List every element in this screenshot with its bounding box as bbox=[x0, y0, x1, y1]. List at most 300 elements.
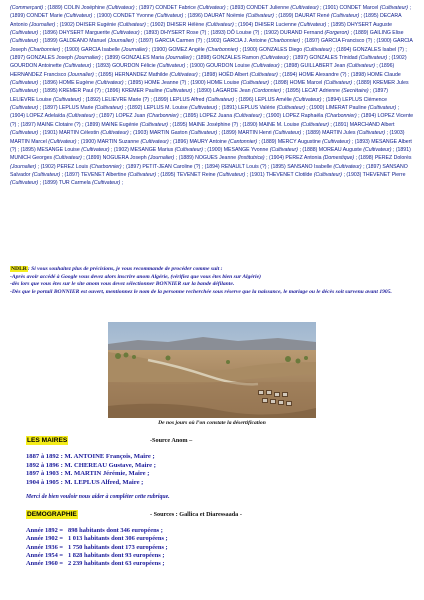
roster-entry-profession: (Cultivateur) bbox=[111, 30, 140, 37]
roster-entry-name: (1893) DÔ Louise (?) bbox=[210, 30, 260, 37]
roster-entry-name: (1896) HERNANDEZ Francisco bbox=[10, 63, 395, 78]
roster-entry-profession: (Cultivateur) bbox=[205, 21, 234, 28]
roster-entry-profession: (Cultivateur) bbox=[64, 13, 93, 20]
roster-entry: (1901) MARTIN Célestin (Cultivateur) ; bbox=[42, 130, 134, 137]
roster-entry-profession: (Cultivateur) bbox=[251, 63, 280, 70]
demography-source: - Sources : Gallica et Diaressaada - bbox=[150, 511, 242, 518]
roster-entry: (1902) DHISER Eugénie (Cultivateur) ; bbox=[59, 21, 151, 28]
roster-entry: (1897) GARCIA Francisco (?) ; bbox=[304, 38, 377, 45]
demography-count: 1 750 habitants dont 173 européens ; bbox=[68, 543, 168, 551]
roster-entry-name: (1895) MAINE Joséphine (?) bbox=[172, 121, 239, 128]
roster-entry-profession: (Journalier) bbox=[121, 46, 148, 53]
demography-list bbox=[26, 527, 168, 568]
roster-entry-name: (1899) CONDET Marie bbox=[10, 13, 63, 20]
roster-entry-profession: (Charbonnier) bbox=[146, 113, 179, 120]
roster-entry: (1900) MARTIN Suzanne (Cultivateur) ; bbox=[80, 138, 174, 145]
landscape-photo bbox=[108, 322, 316, 418]
roster-entry-profession: (Cultivateur) bbox=[205, 96, 235, 103]
photo-caption: De nos jours où l’on constate la désertification bbox=[158, 420, 266, 426]
roster-entry-profession: (Cultivateur) bbox=[95, 80, 124, 87]
roster-entry-profession: (Cultivateur) bbox=[10, 38, 39, 45]
roster-entry: (1889) KREMER Jules (Cultivateur) ; bbox=[10, 80, 409, 95]
mayors-source: -Source Anom – bbox=[150, 437, 193, 444]
roster-entry-name: (1889) GAILING Elise bbox=[353, 30, 404, 37]
roster-entry-profession: (Cultivateur) bbox=[10, 105, 39, 112]
roster-entry: (1889) GAILING Elise (Cultivateur) ; bbox=[10, 30, 404, 45]
roster-entry-profession: (Journalier) bbox=[107, 38, 135, 45]
roster-entry: (1895) LOPEZ Juana (Cultivateur) ; bbox=[183, 113, 267, 120]
roster-entry: (1891) LEPLUS Valérie (Cultivateur) ; bbox=[221, 105, 310, 112]
demography-row bbox=[26, 552, 168, 560]
roster-entry: (1900) LOPEZ Raphaëla (Charbonnier) ; bbox=[266, 113, 362, 120]
roster-entry-name: (1895) HOME Jeanne (?) bbox=[127, 80, 187, 87]
demography-year: Année 1902 = bbox=[26, 535, 64, 543]
roster-entry: (1895) DECARA Antonio (Journalier) ; bbox=[10, 13, 402, 28]
ndlr-badge: NDLR bbox=[11, 266, 27, 272]
roster-entry: (1899) DAURAT René (Cultivateur) ; bbox=[278, 13, 364, 20]
roster-entry-profession: (Charbonnier) bbox=[206, 46, 239, 53]
roster-entry-profession: (Cultivateur) bbox=[240, 80, 269, 87]
roster-entry-name: (1900) GARCIA Joseph bbox=[10, 38, 413, 53]
roster-entry-profession: (Cultivateur) bbox=[298, 21, 327, 28]
roster-entry-name: (1893) DHYSERT Rose (?) bbox=[143, 30, 207, 37]
roster-entry-profession: (Cultivateur) bbox=[233, 113, 262, 120]
roster-entry-profession: (Cultivateur) bbox=[249, 71, 278, 78]
roster-entry: (1899) GALDEANO Manuel (Journalier) ; bbox=[42, 38, 139, 45]
roster-entry: (1900) GARCIA Isabelle (Journalier) ; bbox=[64, 46, 152, 53]
roster-entry-name: (1888) MOREAU Auguste bbox=[302, 146, 362, 153]
roster-entry: (1888) MOREAU Auguste (Cultivateur) ; bbox=[302, 146, 396, 153]
roster-entry: (1894) RENAULT Louis (?) ; bbox=[204, 163, 271, 170]
note-line-2: -Après avoir accédé à Google vous devez alors inscrire anom Algérie, (vérifiez que vous êtes bien sur Algérie) bbox=[10, 273, 261, 280]
roster-entry-name: (1900) MESANGE Yvonne bbox=[207, 146, 269, 153]
mayors-section-header bbox=[10, 436, 414, 446]
roster-entry-profession: (Cultivateur) bbox=[48, 138, 77, 145]
roster-entry-profession: (Cultivateur) bbox=[31, 171, 61, 178]
mayors-thanks: Merci de bien vouloir nous aider à compléter cette rubrique. bbox=[26, 494, 170, 500]
roster-entry-profession: (Cultivateur) bbox=[10, 80, 39, 87]
roster-entry-profession: (Cultivateur) bbox=[117, 21, 146, 28]
roster-entry: (1897) MAINE Clotaire (?) ; bbox=[20, 121, 85, 128]
roster-entry-profession: (Cultivateur) bbox=[273, 130, 302, 137]
roster-entry-name: (1897) SANSANO Salvador bbox=[10, 163, 408, 178]
roster-entry-name: (1889) MARTIN Jules bbox=[305, 130, 356, 137]
roster-entry-profession: (Cultivateur) bbox=[92, 180, 121, 187]
roster-entry: (1902) MESANGE Marius (Cultivateur) ; bbox=[113, 146, 208, 153]
roster-entry: (1901) THEVENET Clotilde (Cultivateur) ; bbox=[249, 171, 347, 178]
roster-entry: (1894) HOME Alexandre (?) ; bbox=[282, 71, 351, 78]
roster-entry-name: (1899) GALDEANO Manuel bbox=[42, 38, 107, 45]
roster-entry-profession: (Secrétaire) bbox=[341, 88, 369, 95]
roster-entry-profession: (Cultivateur) bbox=[323, 80, 353, 87]
roster-entry: (1899) LEPLUS Alfred (Cultivateur) ; bbox=[153, 96, 239, 103]
roster-entry-profession: (Forgeron) bbox=[324, 30, 350, 37]
demography-count: 2 239 habitants dont 63 européens ; bbox=[68, 560, 165, 568]
roster-entry: (1902) DURAND Fernand (Forgeron) ; bbox=[263, 30, 354, 37]
roster-entry-name: (1891) LEPLUS Valérie bbox=[221, 105, 276, 112]
roster-entry-name: (1896) LEPLUS Amélie bbox=[238, 96, 292, 103]
roster-entry-profession: (Journalier) bbox=[74, 55, 101, 62]
roster-entry-profession: (Cultivateur) bbox=[157, 63, 186, 70]
roster-entry-name: (1900) HOME Louise bbox=[190, 80, 240, 87]
roster-entry: (1900) GOMEZ Angèle (Charbonnier) ; bbox=[151, 46, 243, 53]
roster-entry-name: (1904) DHISER Lucienne bbox=[238, 21, 297, 28]
roster-entry-name: (1894) HOME Alexandre (?) bbox=[282, 71, 347, 78]
roster-entry-name: (1897) PETIT-JEAN Caroline (?) bbox=[125, 163, 201, 170]
roster-entry: (1899) GONZALES Maria (Journalier) ; bbox=[104, 55, 196, 62]
roster-entry: (1895) MAINE Joséphine (?) ; bbox=[172, 121, 243, 128]
roster-entry-name: (1900) GONZALES Diego bbox=[242, 46, 303, 53]
roster-entry: (1898) GUILLABERT Jean (Cultivateur) ; bbox=[283, 63, 380, 70]
roster-entry-name: (1899) GONZALES Maria bbox=[104, 55, 164, 62]
roster-entry: (1904) DHISER Lucienne (Cultivateur) ; bbox=[238, 21, 331, 28]
roster-entry-profession: (Cultivateur) bbox=[276, 105, 305, 112]
roster-entry-name: (1896) DAURAT Noëmie bbox=[187, 13, 245, 20]
roster-entry: (1900) CONDET Yvonne (Cultivateur) ; bbox=[96, 13, 188, 20]
roster-entry: (1898) PEREZ Dolorès (Journalier) ; bbox=[10, 155, 412, 170]
roster-entry-name: (1902) MESANGE Marius bbox=[113, 146, 174, 153]
roster-entry: (1904) LOPEZ Adelaïda (Cultivateur) ; bbox=[10, 113, 100, 120]
demography-count: 1 828 habitants dont 93 européens ; bbox=[68, 551, 165, 559]
roster-entry: (1899) MARTIN Henri (Cultivateur) ; bbox=[221, 130, 306, 137]
roster-entry-name: (1895) KREMER Paul (?) bbox=[42, 88, 101, 95]
roster-entry-name: (1897) TEVENET Albertine bbox=[64, 171, 127, 178]
roster-entry: (1900) MESANGE Yvonne (Cultivateur) ; bbox=[207, 146, 303, 153]
mayor-entry: 1892 à 1896 : M. CHEREAU Gustave, Maire ; bbox=[26, 461, 156, 469]
roster-entry: (1895) MESANGE Louise (Cultivateur) ; bbox=[20, 146, 114, 153]
roster-entry-name: (1892) LELIEVRE Marie (?) bbox=[85, 96, 150, 103]
roster-entry-profession: (Cultivateur) bbox=[10, 180, 39, 187]
roster-entry-name: (1900) GOMEZ Angèle bbox=[151, 46, 205, 53]
roster-entry-name: (1902) GARCIA J. Antoine bbox=[206, 38, 267, 45]
roster-entry-profession: (Cultivateur) bbox=[63, 63, 92, 70]
roster-entry-profession: (Cultivateur) bbox=[269, 146, 299, 153]
roster-entry-profession: (Cultivateur) bbox=[66, 113, 95, 120]
roster-entry: (1899) MAINE Eugénie (Cultivateur) ; bbox=[84, 121, 173, 128]
demography-year: Année 1936 = bbox=[26, 543, 64, 551]
roster-entry: (1898) HOËD Albert (Cultivateur) ; bbox=[202, 71, 283, 78]
roster-entry-name: (1895) HERNANDEZ Mathilde bbox=[98, 71, 168, 78]
roster-entry-profession: (Cultivateur) bbox=[356, 130, 386, 137]
roster-entry: (1898) HOME Marcel (Cultivateur) ; bbox=[273, 80, 357, 87]
roster-entry-profession: (Institutrice) bbox=[237, 155, 265, 162]
roster-entry: (1897) GONZALES Trinidad (Cultivateur) ; bbox=[292, 55, 392, 62]
roster-entry-name: (1895) MESANGE Louise bbox=[20, 146, 80, 153]
demography-year: Année 1892 = bbox=[26, 527, 64, 534]
roster-entry-name: (1900) GOURDON Louise bbox=[189, 63, 250, 70]
roster-entry: (1902) PEREZ Louis (Charbonnier) ; bbox=[40, 163, 126, 170]
roster-entry-name: (1891) MUNICH Georges bbox=[10, 146, 411, 162]
roster-entry-profession: (Cultivateur) bbox=[358, 55, 388, 62]
demography-heading: DEMOGRAPHIE bbox=[27, 511, 77, 518]
roster-entry-profession: (Cultivateur) bbox=[164, 88, 193, 95]
demography-row bbox=[26, 544, 168, 552]
roster-entry-profession: (Cultivateur) bbox=[290, 5, 319, 11]
demography-row bbox=[26, 560, 168, 568]
roster-entry-profession: (Charbonnier) bbox=[28, 46, 61, 53]
roster-entry-profession: (Cultivateur) bbox=[245, 13, 274, 20]
roster-entry: (1897) LEPLUS Marie (Cultivateur) ; bbox=[42, 105, 128, 112]
roster-entry-name: (1903) MARTIN Gaston bbox=[133, 130, 188, 137]
roster-entry: (1896) HOME Eugène (Cultivateur) ; bbox=[42, 80, 128, 87]
roster-entry: (1900) HOME Louise (Cultivateur) ; bbox=[190, 80, 274, 87]
roster-entry: (1895) HOME Jeanne (?) ; bbox=[127, 80, 191, 87]
roster-entry: (1902) GOURDON Antoinette (Cultivateur) ; bbox=[10, 55, 407, 70]
roster-entry-name: (1900) MARTIN Suzanne bbox=[80, 138, 139, 145]
roster-entry-profession: (Cultivateur) bbox=[217, 171, 246, 178]
roster-entry: (1898) HOME Claude (Cultivateur) ; bbox=[10, 71, 401, 87]
roster-entry: (1902) DHISER Hélène (Cultivateur) ; bbox=[150, 21, 239, 28]
roster-entry: (1903) THEVENET Pierre (Cultivateur) ; bbox=[10, 171, 406, 187]
mayors-list bbox=[26, 453, 156, 487]
roster-entry: (1897) SANSANO Salvador (Cultivateur) ; bbox=[10, 163, 408, 178]
roster-entry: (1893) CONDET Julienne (Cultivateur) ; bbox=[229, 5, 324, 11]
roster-entry: (1890) MAINE M. Louise (Cultivateur) ; bbox=[242, 121, 334, 128]
roster-entry-name: (1900) GARCIA Isabelle bbox=[64, 46, 120, 53]
roster-entry-name: (1900) LOPEZ Raphaëla bbox=[266, 113, 324, 120]
roster-entry-profession: (Cultivateur) bbox=[127, 171, 157, 178]
demography-row bbox=[26, 527, 168, 535]
roster-entry-name: (1897) MAINE Clotaire (?) bbox=[20, 121, 81, 128]
roster-entry: (1896) KREMER Pauline (Cultivateur) ; bbox=[105, 88, 197, 95]
roster-entry-name: (1895) DHYSERT Auguste bbox=[330, 21, 392, 28]
roster-entry-profession: (Cultivateur) bbox=[322, 138, 351, 145]
roster-entry-name: (1894) LEPLUS Clémence bbox=[325, 96, 387, 103]
roster-entry-name: (1894) RENAULT Louis (?) bbox=[204, 163, 267, 170]
roster-entry-name: (1895) LECAT Adrienne bbox=[285, 88, 341, 95]
roster-entry-name: (1902) DHISER Hélène bbox=[150, 21, 205, 28]
roster-entry-profession: (Cultivateur) bbox=[379, 5, 408, 11]
roster-entry-name: (1891) MARCHAND Albert bbox=[333, 121, 395, 128]
roster-entry: (1895) DHYSERT Auguste (Cultivateur) ; bbox=[10, 21, 392, 37]
roster-entry-name: (1902) PEREZ Louis bbox=[40, 163, 89, 170]
roster-entry: (1895) TEVENET Reine (Cultivateur) ; bbox=[160, 171, 250, 178]
roster-entry: (1891) MUNICH Georges (Cultivateur) ; bbox=[10, 146, 411, 162]
roster-entry-name: (1896) HOME Eugène bbox=[42, 80, 94, 87]
roster-entry-profession: (Journalier) bbox=[10, 163, 37, 170]
roster-entry-name: (1899) NOGUERA Joseph bbox=[86, 155, 147, 162]
roster-entry: (1896) MAURY Antoine (Cantonnier) ; bbox=[173, 138, 262, 145]
roster-entry: (1893) DHYSERT Rose (?) ; bbox=[143, 30, 211, 37]
roster-entry-profession: (Cultivateur) bbox=[94, 105, 124, 112]
roster-entry-name: (1894) GONZALES Isabel (?) bbox=[336, 46, 404, 53]
roster-entry-name: (1896) DHYSERT Marguerite bbox=[42, 30, 110, 37]
roster-entry-name: (1897) LEPLUS Marie bbox=[42, 105, 94, 112]
editor-note bbox=[10, 266, 414, 296]
roster-entry-profession: (Cultivateur) bbox=[155, 13, 184, 20]
roster-entry-profession: (Domestique) bbox=[322, 155, 355, 162]
roster-entry-name: (1889) COLIN Joséphine bbox=[47, 5, 105, 11]
roster-entry: (1901) CONDET Marcel (Cultivateur) ; bbox=[323, 5, 411, 11]
roster-entry-name: (1904) PEREZ Antonia bbox=[269, 155, 322, 162]
note-line-3: -dès lors que vous êtes sur le site anom vous devez sélectionner BONNIER sur la bande défilante. bbox=[10, 281, 235, 288]
roster-entry-name: (1895) LOPEZ Juana bbox=[183, 113, 233, 120]
roster-entry-profession: (Commerçant) bbox=[10, 5, 44, 11]
roster-entry: (1896) DAURAT Noëmie (Cultivateur) ; bbox=[187, 13, 279, 20]
roster-entry-name: (1897) GARCIA Francisco (?) bbox=[304, 38, 373, 45]
note-line-1: : Si vous souhaitez plus de précisions, je vous recommande de procéder comme suit : bbox=[27, 266, 223, 272]
roster-entry: (1889) COLIN Joséphine (Cultivateur) ; bbox=[47, 5, 139, 11]
roster-entry-name: (1897) GONZALES Joseph bbox=[10, 55, 73, 62]
roster-entry: (1904) PEREZ Antonia (Domestique) ; bbox=[269, 155, 359, 162]
roster-entry: (1897) LELIEVRE Louise (Cultivateur) ; bbox=[10, 88, 388, 103]
roster-entry-profession: (Cultivateur) bbox=[174, 146, 203, 153]
roster-entry-name: (1902) DHISER Eugénie bbox=[59, 21, 117, 28]
roster-entry-name: (1898) HOME Marcel bbox=[273, 80, 323, 87]
roster-entry: (1893) MESANGE Albert (?) ; bbox=[10, 138, 412, 153]
demography-year: Année 1960 = bbox=[26, 560, 64, 568]
roster-entry-profession: (Cultivateur) bbox=[330, 13, 360, 20]
roster-entry: (1889) NOGUES Jeanne (Institutrice) ; bbox=[178, 155, 269, 162]
roster-entry-name: (1896) MAURY Antoine bbox=[173, 138, 227, 145]
mayor-entry: 1897 à 1903 : M. MARTIN Jérémie, Maire ; bbox=[26, 470, 150, 478]
roster-entry-name: (1898) GUILLABERT Jean bbox=[283, 63, 346, 70]
roster-entry-name: (1899) MARTIN Henri bbox=[221, 130, 272, 137]
roster-entry: (1900) GARCIA Joseph (Charbonnier) ; bbox=[10, 38, 413, 53]
roster-entry-name: (1898) HOME Claude bbox=[350, 71, 401, 78]
roster-entry: (1897) GONZALES Joseph (Journalier) ; bbox=[10, 55, 105, 62]
roster-entry-name: (1897) GARCIA Carmen (?) bbox=[138, 38, 203, 45]
roster-entry: (Commerçant) ; bbox=[10, 5, 48, 11]
roster-entry-profession: (Cultivateur) bbox=[367, 105, 397, 112]
roster-entry-profession: (Charbonnier) bbox=[268, 38, 301, 45]
roster-entry-name: (1890) MAINE M. Louise bbox=[242, 121, 300, 128]
roster-entry-profession: (Cultivateur) bbox=[106, 5, 135, 11]
roster-entry-profession: (Cultivateur) bbox=[303, 46, 332, 53]
roster-entry-name: (1889) KREMER Jules bbox=[356, 80, 409, 87]
roster-entry: (1903) MARTIN Marcel (Cultivateur) ; bbox=[10, 130, 405, 145]
roster-entry-name: (1897) LOPEZ Juan bbox=[99, 113, 146, 120]
roster-entry-name: (1901) CONDET Marcel bbox=[323, 5, 379, 11]
roster-entry: (1891) MARCHAND Albert (Cultivateur) ; bbox=[10, 121, 395, 137]
demography-count: 898 habitants dont 346 européens ; bbox=[68, 527, 163, 534]
roster-entry-name: (1893) CONDET Julienne bbox=[229, 5, 289, 11]
roster-entry: (1894) LOPEZ Vicente (?) ; bbox=[10, 113, 414, 128]
roster-entry-name: (1889) NOGUES Jeanne bbox=[178, 155, 237, 162]
demography-row bbox=[26, 535, 168, 543]
roster-entry-name: (1898) PEREZ Dolorès bbox=[358, 155, 412, 162]
roster-entry-name: (1889) MERCY Augustine bbox=[261, 138, 321, 145]
roster-entry-profession: (Cultivateur) bbox=[346, 63, 375, 70]
roster-entry-profession: (Journalier) bbox=[67, 71, 94, 78]
roster-entry: (1889) MERCY Augustine (Cultivateur) ; bbox=[261, 138, 355, 145]
roster-entry-name: (1893) MESANGE Albert (?) bbox=[10, 138, 412, 153]
roster-entry: (1892) LELIEVRE Marie (?) ; bbox=[85, 96, 154, 103]
roster-entry-name: (1897) LELIEVRE Louise bbox=[10, 88, 388, 103]
roster-entry: (1897) LOPEZ Juan (Charbonnier) ; bbox=[99, 113, 184, 120]
roster-entry: (1895) HERNANDEZ Mathilde (Cultivateur) ; bbox=[98, 71, 203, 78]
roster-entry-name: (1904) LOPEZ Adelaïda bbox=[10, 113, 66, 120]
roster-entry-name: (1901) MARTIN Célestin bbox=[42, 130, 100, 137]
roster-entry-profession: (Cultivateur) bbox=[140, 138, 169, 145]
roster-entry: (1894) GONZALES Isabel (?) ; bbox=[336, 46, 407, 53]
roster-entry-profession: (Journalier) bbox=[165, 55, 192, 62]
roster-entry-name: (1890) LAGARDE Jean bbox=[196, 88, 251, 95]
roster-entry-name: (1899) MAINE Eugénie bbox=[84, 121, 139, 128]
roster-entry-profession: (Cultivateur) bbox=[10, 130, 39, 137]
mayor-entry: 1904 à 1905 : M. LEPLUS Alfred, Maire ; bbox=[26, 478, 144, 486]
roster-entry: (1890) LAGARDE Jean (Cordonnier) ; bbox=[196, 88, 286, 95]
roster-entry: (1899) TUR Carmela (Cultivateur) ; bbox=[42, 180, 124, 187]
note-intro bbox=[10, 266, 414, 274]
mayor-entry: 1887 à 1892 : M. ANTOINE François, Maire ; bbox=[26, 453, 155, 460]
roster-entry-profession: (Cultivateur) bbox=[260, 55, 289, 62]
roster-entry-profession: (Cultivateur) bbox=[333, 163, 362, 170]
roster-entry: (1897) PETIT-JEAN Caroline (?) ; bbox=[125, 163, 205, 170]
roster-entry-name: (1892) LEPLUS M. Louise bbox=[127, 105, 188, 112]
roster-entry-name: (1899) DAURAT René bbox=[278, 13, 330, 20]
roster-entry-profession: (Cultivateur) bbox=[81, 146, 110, 153]
roster-entry: (1893) DÔ Louise (?) ; bbox=[210, 30, 264, 37]
roster-entry-profession: (Cordonnier) bbox=[251, 88, 282, 95]
roster-entry-profession: (Cultivateur) bbox=[197, 5, 226, 11]
demography-section-header bbox=[10, 510, 414, 520]
roster-entry: (1900) GONZALES Diego (Cultivateur) ; bbox=[242, 46, 337, 53]
inscriptions-list bbox=[10, 4, 414, 188]
roster-entry-profession: (Charbonnier) bbox=[324, 113, 357, 120]
demography-year: Année 1954 = bbox=[26, 551, 64, 559]
note-line-4: -Dès que le portail BONNIER est ouvert, mentionnez le nom de la personne recherchée sous réserve que la naissance, le mariage ou le décès soit survenu avant 1905. bbox=[10, 288, 392, 295]
roster-entry: (1892) LEPLUS M. Louise (Cultivateur) ; bbox=[127, 105, 222, 112]
roster-entry-profession: (Cultivateur) bbox=[52, 96, 82, 103]
roster-entry-profession: (Charbonnier) bbox=[89, 163, 122, 170]
roster-entry: (1893) GOURDON Félicie (Cultivateur) ; bbox=[95, 63, 190, 70]
roster-entry-profession: (Cultivateur) bbox=[189, 105, 218, 112]
roster-entry: (1902) GARCIA J. Antoine (Charbonnier) ; bbox=[206, 38, 305, 45]
roster-entry-name: (1895) SANSANO Isabelle bbox=[270, 163, 332, 170]
roster-entry-profession: (Cultivateur) bbox=[100, 130, 129, 137]
mayors-heading: LES MAIRES bbox=[27, 437, 68, 444]
roster-entry: (1895) LECAT Adrienne (Secrétaire) ; bbox=[285, 88, 373, 95]
roster-entry-profession: (Cultivateur) bbox=[293, 96, 322, 103]
roster-entry: (1900) LIMERAT Pauline (Cultivateur) ; bbox=[309, 105, 400, 112]
roster-entry-name: (1903) THEVENET Pierre bbox=[346, 171, 406, 178]
roster-entry-profession: (Cultivateur) bbox=[10, 30, 39, 37]
roster-entry-name: (1900) CONDET Yvonne bbox=[96, 13, 154, 20]
roster-entry: (1895) KREMER Paul (?) ; bbox=[42, 88, 106, 95]
roster-entry-name: (1900) LIMERAT Pauline bbox=[309, 105, 367, 112]
roster-entry: (1896) HERNANDEZ Francisco (Journalier) ; bbox=[10, 63, 395, 78]
roster-entry: (1889) MARTIN Jules (Cultivateur) ; bbox=[305, 130, 390, 137]
roster-entry: (1899) CONDET Marie (Cultivateur) ; bbox=[10, 13, 97, 20]
roster-entry-profession: (Cultivateur) bbox=[10, 88, 39, 95]
roster-entry-name: (1895) DECARA Antonio bbox=[10, 13, 402, 28]
roster-entry: (1903) MARTIN Gaston (Cultivateur) ; bbox=[133, 130, 222, 137]
roster-entry-profession: (Cultivateur) bbox=[363, 146, 392, 153]
roster-entry-name: (1895) TEVENET Reine bbox=[160, 171, 216, 178]
roster-entry: (1898) GONZALES Ramon (Cultivateur) ; bbox=[196, 55, 293, 62]
roster-entry-name: (1896) KREMER Pauline bbox=[105, 88, 163, 95]
roster-entry-name: (1902) GOURDON Antoinette bbox=[10, 55, 407, 70]
roster-entry-name: (1902) DURAND Fernand bbox=[263, 30, 324, 37]
roster-entry-profession: (Cultivateur) bbox=[300, 121, 329, 128]
roster-entry: (1897) CONDET Fabrice (Cultivateur) ; bbox=[138, 5, 230, 11]
roster-entry: (1897) GARCIA Carmen (?) ; bbox=[138, 38, 207, 45]
roster-entry-name: (1893) GOURDON Félicie bbox=[95, 63, 156, 70]
roster-entry-profession: (Journalier) bbox=[29, 21, 56, 28]
roster-entry-name: (1899) LEPLUS Alfred bbox=[153, 96, 205, 103]
roster-entry-name: (1898) GONZALES Ramon bbox=[196, 55, 259, 62]
roster-entry: (1894) LEPLUS Clémence (Cultivateur) ; bbox=[10, 96, 387, 112]
roster-entry-profession: (Cantonnier) bbox=[228, 138, 258, 145]
roster-entry-profession: (Journalier) bbox=[148, 155, 175, 162]
roster-entry-profession: (Cultivateur) bbox=[188, 130, 218, 137]
roster-entry-profession: (Cultivateur) bbox=[139, 121, 169, 128]
roster-entry: (1895) SANSANO Isabelle (Cultivateur) ; bbox=[270, 163, 366, 170]
roster-entry: (1897) TEVENET Albertine (Cultivateur) ; bbox=[64, 171, 161, 178]
roster-entry-name: (1897) GONZALES Trinidad bbox=[292, 55, 358, 62]
roster-entry-name: (1903) MARTIN Marcel bbox=[10, 130, 405, 145]
